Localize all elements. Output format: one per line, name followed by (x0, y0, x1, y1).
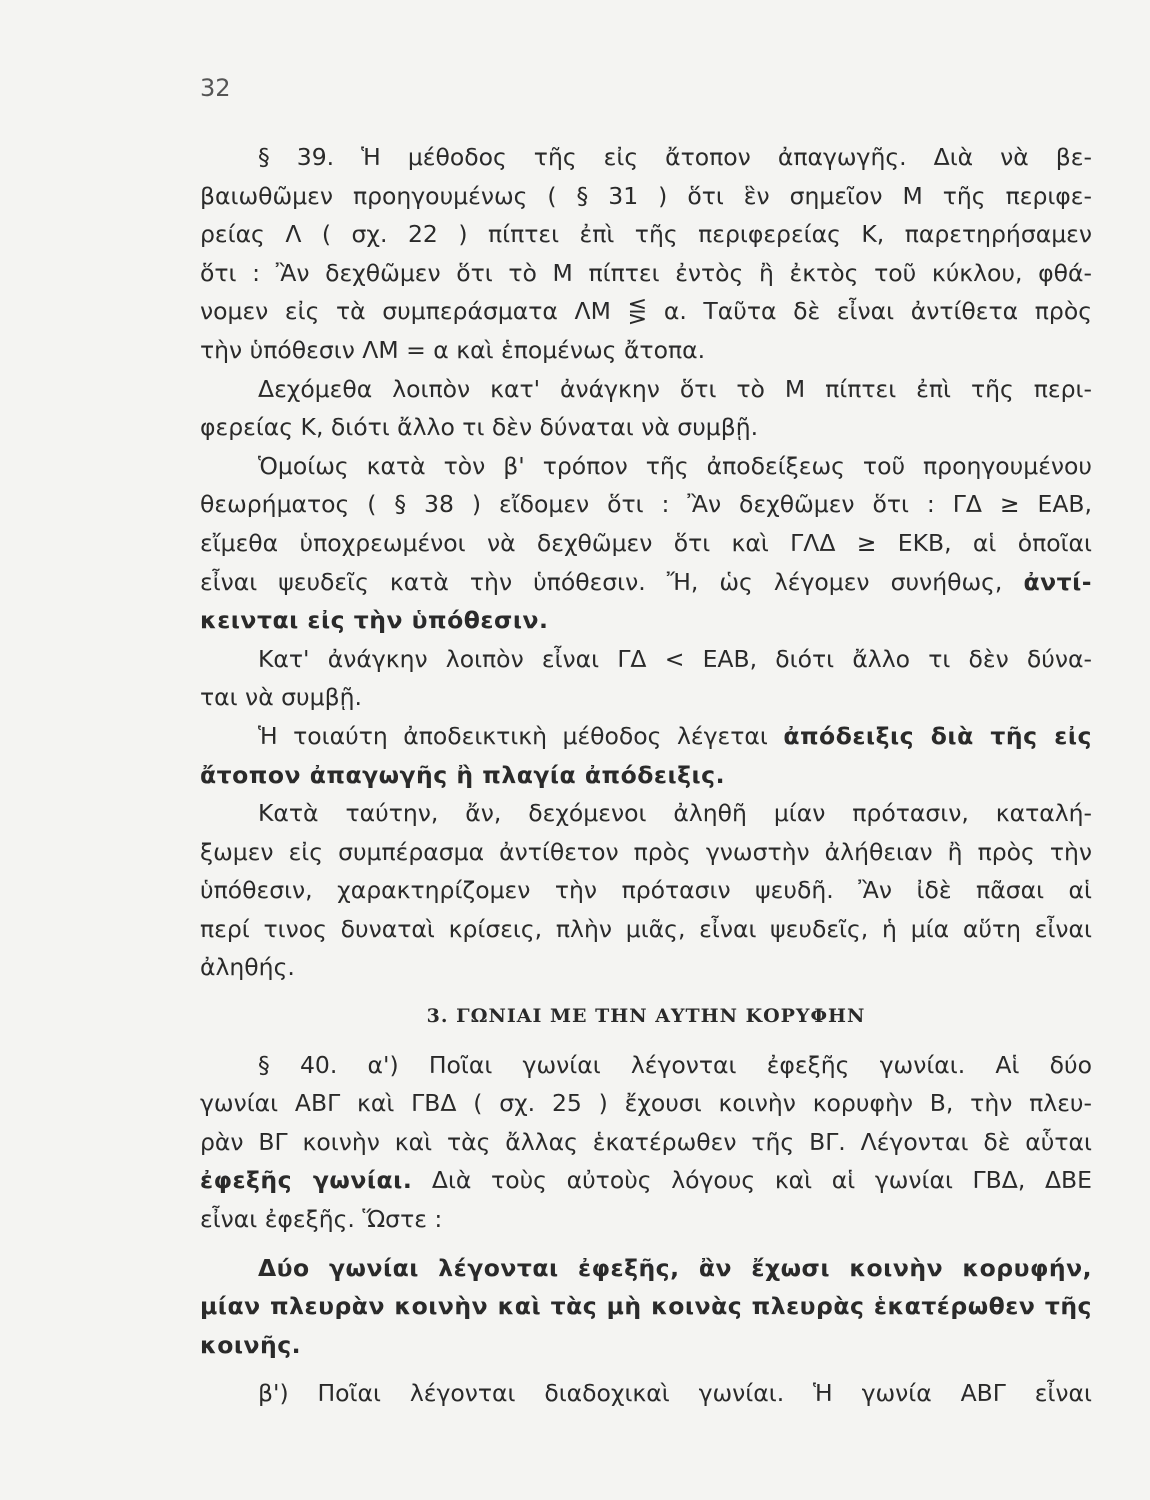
text-line: ὑπόθεσιν, χαρακτηρίζομεν τὴν πρότασιν ψευδῆ. Ἂν ἰδὲ πᾶσαι αἱ (200, 876, 1092, 905)
text-line (200, 563, 1092, 602)
text-line: Κατὰ ταύτην, ἄν, δεχόμενοι ἀληθῆ μίαν πρότασιν, καταλή- (258, 799, 1092, 828)
text-line: Ὁμοίως κατὰ τὸν β' τρόπον τῆς ἀποδείξεως τοῦ προηγουμένου (258, 451, 1092, 480)
text-line: ρὰν ΒΓ κοινὴν καὶ τὰς ἄλλας ἑκατέρωθεν τῆς ΒΓ. Λέγονται δὲ αὗται (200, 1127, 1092, 1156)
text-line: § 40. α') Ποῖαι γωνίαι λέγονται ἐφεξῆς γωνίαι. Αἱ δύο (258, 1050, 1092, 1079)
definition-line: μίαν πλευρὰν κοινὴν καὶ τὰς μὴ κοινὰς πλευρὰς ἑκατέρωθεν τῆς (200, 1292, 1092, 1321)
definition-line: Δύο γωνίαι λέγονται ἐφεξῆς, ἂν ἔχωσι κοινὴν κορυφήν, (258, 1253, 1092, 1282)
text-line: ρείας Λ ( σχ. 22 ) πίπτει ἐπὶ τῆς περιφερείας Κ, παρετηρήσαμεν (200, 220, 1092, 249)
bold-term: κεινται εἰς τὴν ὑπόθεσιν. (200, 606, 549, 635)
bold-term: ἀντί- (1023, 567, 1092, 596)
text-line: εἴμεθα ὑποχρεωμένοι νὰ δεχθῶμεν ὅτι καὶ ΓΛΔ ≥ ΕΚΒ, αἱ ὁποῖαι (200, 528, 1092, 557)
text-line: νομεν εἰς τὰ συμπεράσματα ΛΜ ⋚ α. Ταῦτα δὲ εἶναι ἀντίθετα πρὸς (200, 297, 1092, 326)
text-line: βαιωθῶμεν προηγουμένως ( § 31 ) ὅτι ἓν σημεῖον Μ τῆς περιφε- (200, 181, 1092, 210)
text-run: Ἡ τοιαύτη ἀποδεικτικὴ μέθοδος λέγεται (258, 721, 768, 750)
text-run: εἶναι ψευδεῖς κατὰ τὴν ὑπόθεσιν. Ἤ, ὡς λέγομεν συνήθως, (200, 567, 1003, 596)
bold-term: ἐφεξῆς γωνίαι. (200, 1166, 413, 1195)
text-line: β') Ποῖαι λέγονται διαδοχικαὶ γωνίαι. Ἡ γωνία ΑΒΓ εἶναι (258, 1379, 1092, 1408)
text-line: ἀληθής. (200, 953, 295, 982)
text-line: ὅτι : Ἂν δεχθῶμεν ὅτι τὸ Μ πίπτει ἐντὸς ἢ ἐκτὸς τοῦ κύκλου, φθά- (200, 258, 1092, 287)
section-heading: 3. ΓΩΝΙΑΙ ΜΕ ΤΗΝ ΑΥΤΗΝ ΚΟΡΥΦΗΝ (426, 1005, 866, 1028)
text-line: εἶναι ἐφεξῆς. Ὥστε : (200, 1205, 443, 1234)
text-line: Κατ' ἀνάγκην λοιπὸν εἶναι ΓΔ < ΕΑΒ, διότι ἄλλο τι δὲν δύνα- (258, 644, 1092, 673)
text-line: ται νὰ συμβῇ. (200, 683, 362, 712)
bold-term: ἄτοπον ἀπαγωγῆς ἢ πλαγία ἀπόδειξις. (200, 760, 726, 789)
text-line: Δεχόμεθα λοιπὸν κατ' ἀνάγκην ὅτι τὸ Μ πίπτει ἐπὶ τῆς περι- (258, 374, 1092, 403)
text-line: § 39. Ἡ μέθοδος τῆς εἰς ἄτοπον ἀπαγωγῆς. Διὰ νὰ βε- (258, 143, 1092, 171)
text-line: φερείας Κ, διότι ἄλλο τι δὲν δύναται νὰ συμβῇ. (200, 413, 759, 442)
text-line (200, 717, 1092, 756)
text-line: τὴν ὑπόθεσιν ΛΜ = α καὶ ἑπομένως ἄτοπα. (200, 335, 706, 364)
text-line (200, 1161, 1092, 1200)
definition-line: κοινῆς. (200, 1330, 302, 1359)
bold-term: ἀπόδειξις διὰ τῆς εἰς (783, 721, 1092, 750)
text-line: γωνίαι ΑΒΓ καὶ ΓΒΔ ( σχ. 25 ) ἔχουσι κοινὴν κορυφὴν Β, τὴν πλευ- (200, 1089, 1092, 1118)
text-line: ξωμεν εἰς συμπέρασμα ἀντίθετον πρὸς γνωστὴν ἀλήθειαν ἢ πρὸς τὴν (200, 837, 1092, 866)
text-line: περί τινος δυναταὶ κρίσεις, πλὴν μιᾶς, εἶναι ψευδεῖς, ἡ μία αὕτη εἶναι (200, 914, 1092, 943)
page-body (200, 138, 1092, 1413)
page-number: 32 (200, 74, 231, 102)
text-run: Διὰ τοὺς αὐτοὺς λόγους καὶ αἱ γωνίαι ΓΒΔ, ΔΒΕ (431, 1166, 1092, 1195)
text-line: θεωρήματος ( § 38 ) εἴδομεν ὅτι : Ἂν δεχθῶμεν ὅτι : ΓΔ ≥ ΕΑΒ, (200, 490, 1092, 519)
